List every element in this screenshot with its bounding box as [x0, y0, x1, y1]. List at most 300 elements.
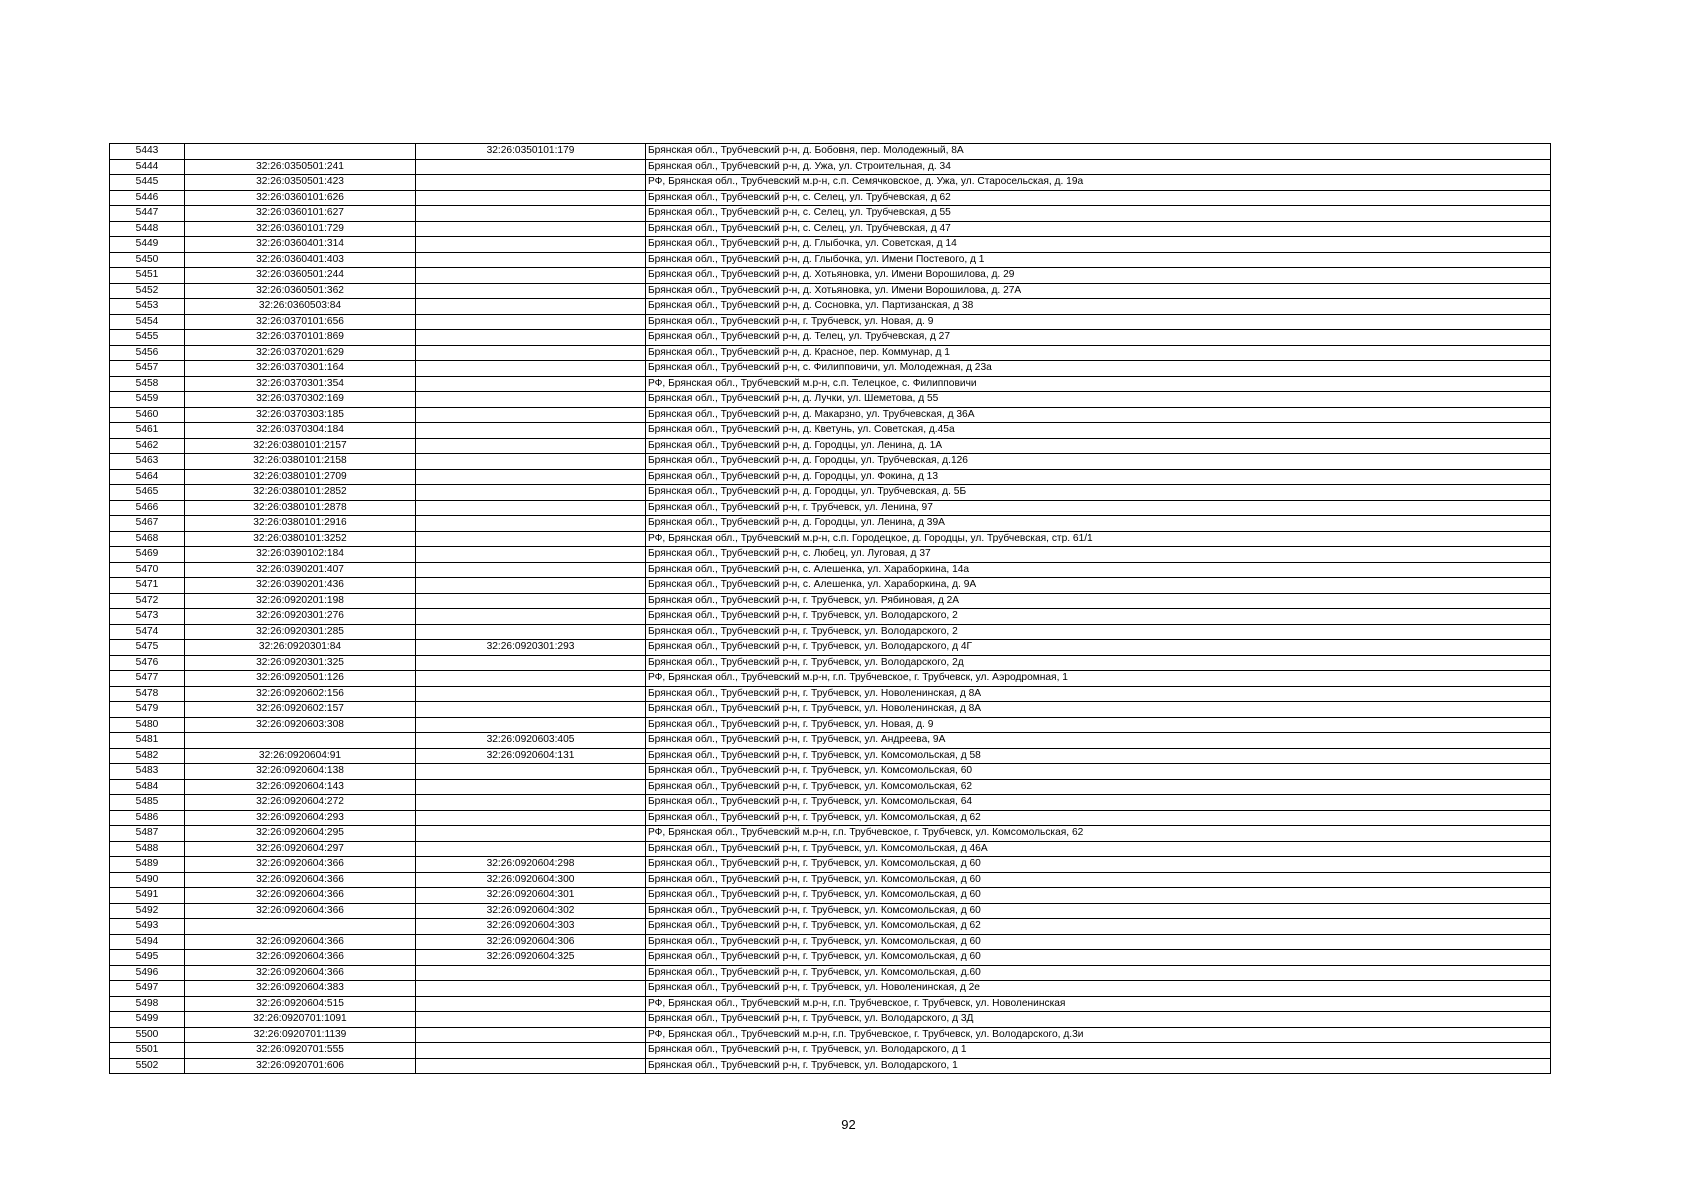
row-number-cell: 5498 — [110, 996, 185, 1012]
row-number-cell: 5488 — [110, 841, 185, 857]
table-row — [110, 1012, 1551, 1028]
related-cadastral-number-cell: 32:26:0920604:131 — [416, 748, 646, 764]
address-cell: РФ, Брянская обл., Трубчевский м.р-н, г.п. Трубчевское, г. Трубчевск, ул. Комсомольская, 62 — [646, 826, 1551, 842]
related-cadastral-number-cell: 32:26:0350101:179 — [416, 144, 646, 160]
address-cell: Брянская обл., Трубчевский р-н, г. Трубчевск, ул. Володарского, д 3Д — [646, 1012, 1551, 1028]
cadastral-number-cell: 32:26:0920701:606 — [185, 1058, 416, 1074]
row-number-cell: 5489 — [110, 857, 185, 873]
related-cadastral-number-cell — [416, 159, 646, 175]
cadastral-number-cell: 32:26:0920604:515 — [185, 996, 416, 1012]
row-number-cell: 5496 — [110, 965, 185, 981]
address-cell: Брянская обл., Трубчевский р-н, д. Хотьяновка, ул. Имени Ворошилова, д. 27А — [646, 283, 1551, 299]
row-number-cell: 5452 — [110, 283, 185, 299]
related-cadastral-number-cell — [416, 624, 646, 640]
table-row — [110, 950, 1551, 966]
cadastral-number-cell: 32:26:0920701:555 — [185, 1043, 416, 1059]
row-number-cell: 5502 — [110, 1058, 185, 1074]
table-row — [110, 562, 1551, 578]
address-cell: Брянская обл., Трубчевский р-н, г. Трубчевск, ул. Комсомольская, д 46А — [646, 841, 1551, 857]
related-cadastral-number-cell — [416, 407, 646, 423]
address-cell: Брянская обл., Трубчевский р-н, с. Алешенка, ул. Хараборкина, д. 9А — [646, 578, 1551, 594]
table-row — [110, 531, 1551, 547]
row-number-cell: 5472 — [110, 593, 185, 609]
related-cadastral-number-cell — [416, 392, 646, 408]
address-cell: Брянская обл., Трубчевский р-н, д. Кветунь, ул. Советская, д.45а — [646, 423, 1551, 439]
row-number-cell: 5481 — [110, 733, 185, 749]
table-row — [110, 857, 1551, 873]
cadastral-number-cell: 32:26:0920604:91 — [185, 748, 416, 764]
related-cadastral-number-cell: 32:26:0920604:303 — [416, 919, 646, 935]
row-number-cell: 5451 — [110, 268, 185, 284]
related-cadastral-number-cell — [416, 578, 646, 594]
table-row — [110, 764, 1551, 780]
table-row — [110, 593, 1551, 609]
table-row — [110, 965, 1551, 981]
related-cadastral-number-cell — [416, 965, 646, 981]
related-cadastral-number-cell — [416, 283, 646, 299]
row-number-cell: 5475 — [110, 640, 185, 656]
related-cadastral-number-cell: 32:26:0920301:293 — [416, 640, 646, 656]
address-cell: Брянская обл., Трубчевский р-н, д. Бобовня, пер. Молодежный, 8А — [646, 144, 1551, 160]
related-cadastral-number-cell — [416, 717, 646, 733]
table-row — [110, 500, 1551, 516]
address-cell: Брянская обл., Трубчевский р-н, с. Алешенка, ул. Хараборкина, 14а — [646, 562, 1551, 578]
row-number-cell: 5457 — [110, 361, 185, 377]
related-cadastral-number-cell: 32:26:0920604:298 — [416, 857, 646, 873]
row-number-cell: 5468 — [110, 531, 185, 547]
address-cell: Брянская обл., Трубчевский р-н, д. Глыбочка, ул. Советская, д 14 — [646, 237, 1551, 253]
cadastral-number-cell: 32:26:0920604:366 — [185, 903, 416, 919]
address-cell: Брянская обл., Трубчевский р-н, г. Трубчевск, ул. Новоленинская, д 2е — [646, 981, 1551, 997]
related-cadastral-number-cell — [416, 516, 646, 532]
cadastral-number-cell: 32:26:0370101:656 — [185, 314, 416, 330]
address-cell: Брянская обл., Трубчевский р-н, г. Трубчевск, ул. Новая, д. 9 — [646, 314, 1551, 330]
cadastral-number-cell: 32:26:0380101:2916 — [185, 516, 416, 532]
row-number-cell: 5445 — [110, 175, 185, 191]
table-row — [110, 144, 1551, 160]
address-cell: Брянская обл., Трубчевский р-н, д. Городцы, ул. Трубчевская, д. 5Б — [646, 485, 1551, 501]
cadastral-number-cell: 32:26:0390201:436 — [185, 578, 416, 594]
address-cell: Брянская обл., Трубчевский р-н, г. Трубчевск, ул. Володарского, 2 — [646, 624, 1551, 640]
related-cadastral-number-cell: 32:26:0920603:405 — [416, 733, 646, 749]
address-cell: Брянская обл., Трубчевский р-н, г. Трубчевск, ул. Комсомольская, д 60 — [646, 857, 1551, 873]
address-cell: РФ, Брянская обл., Трубчевский м.р-н, с.п. Телецкое, с. Филипповичи — [646, 376, 1551, 392]
table-row — [110, 841, 1551, 857]
cadastral-number-cell: 32:26:0920604:366 — [185, 934, 416, 950]
cadastral-number-cell: 32:26:0390102:184 — [185, 547, 416, 563]
table-row — [110, 190, 1551, 206]
cadastral-number-cell — [185, 733, 416, 749]
cadastral-number-cell: 32:26:0380101:2852 — [185, 485, 416, 501]
address-cell: Брянская обл., Трубчевский р-н, г. Трубчевск, ул. Комсомольская, 64 — [646, 795, 1551, 811]
address-cell: Брянская обл., Трубчевский р-н, д. Ужа, ул. Строительная, д. 34 — [646, 159, 1551, 175]
row-number-cell: 5466 — [110, 500, 185, 516]
row-number-cell: 5461 — [110, 423, 185, 439]
related-cadastral-number-cell — [416, 1043, 646, 1059]
row-number-cell: 5483 — [110, 764, 185, 780]
cadastral-number-cell: 32:26:0920701:1091 — [185, 1012, 416, 1028]
table-row — [110, 609, 1551, 625]
table-row — [110, 314, 1551, 330]
cadastral-number-cell: 32:26:0920301:285 — [185, 624, 416, 640]
cadastral-number-cell: 32:26:0370303:185 — [185, 407, 416, 423]
table-row — [110, 826, 1551, 842]
table-row — [110, 330, 1551, 346]
row-number-cell: 5480 — [110, 717, 185, 733]
address-cell: Брянская обл., Трубчевский р-н, г. Трубчевск, ул. Рябиновая, д 2А — [646, 593, 1551, 609]
table-row — [110, 810, 1551, 826]
table-row — [110, 795, 1551, 811]
related-cadastral-number-cell: 32:26:0920604:325 — [416, 950, 646, 966]
address-cell: Брянская обл., Трубчевский р-н, д. Городцы, ул. Фокина, д 13 — [646, 469, 1551, 485]
row-number-cell: 5454 — [110, 314, 185, 330]
cadastral-number-cell: 32:26:0390201:407 — [185, 562, 416, 578]
related-cadastral-number-cell — [416, 345, 646, 361]
table-row — [110, 624, 1551, 640]
cadastral-number-cell: 32:26:0920604:366 — [185, 888, 416, 904]
row-number-cell: 5497 — [110, 981, 185, 997]
related-cadastral-number-cell — [416, 376, 646, 392]
row-number-cell: 5448 — [110, 221, 185, 237]
table-row — [110, 438, 1551, 454]
cadastral-number-cell: 32:26:0920604:138 — [185, 764, 416, 780]
related-cadastral-number-cell — [416, 996, 646, 1012]
address-cell: Брянская обл., Трубчевский р-н, г. Трубчевск, ул. Комсомольская, д 60 — [646, 888, 1551, 904]
address-cell: Брянская обл., Трубчевский р-н, г. Трубчевск, ул. Комсомольская, д 62 — [646, 810, 1551, 826]
address-cell: Брянская обл., Трубчевский р-н, д. Сосновка, ул. Партизанская, д 38 — [646, 299, 1551, 315]
row-number-cell: 5476 — [110, 655, 185, 671]
table-row — [110, 361, 1551, 377]
cadastral-number-cell: 32:26:0920301:276 — [185, 609, 416, 625]
row-number-cell: 5449 — [110, 237, 185, 253]
address-cell: Брянская обл., Трубчевский р-н, г. Трубчевск, ул. Комсомольская, 62 — [646, 779, 1551, 795]
related-cadastral-number-cell — [416, 361, 646, 377]
address-cell: Брянская обл., Трубчевский р-н, г. Трубчевск, ул. Володарского, 2д — [646, 655, 1551, 671]
address-cell: РФ, Брянская обл., Трубчевский м.р-н, г.п. Трубчевское, г. Трубчевск, ул. Володарского, д.3и — [646, 1027, 1551, 1043]
related-cadastral-number-cell — [416, 237, 646, 253]
related-cadastral-number-cell — [416, 469, 646, 485]
row-number-cell: 5487 — [110, 826, 185, 842]
address-cell: Брянская обл., Трубчевский р-н, г. Трубчевск, ул. Комсомольская, д 62 — [646, 919, 1551, 935]
related-cadastral-number-cell — [416, 826, 646, 842]
cadastral-number-cell: 32:26:0360101:626 — [185, 190, 416, 206]
related-cadastral-number-cell — [416, 562, 646, 578]
cadastral-number-cell — [185, 919, 416, 935]
row-number-cell: 5478 — [110, 686, 185, 702]
address-cell: Брянская обл., Трубчевский р-н, г. Трубчевск, ул. Володарского, д 1 — [646, 1043, 1551, 1059]
row-number-cell: 5501 — [110, 1043, 185, 1059]
table-row — [110, 516, 1551, 532]
cadastral-number-cell: 32:26:0360101:627 — [185, 206, 416, 222]
address-cell: Брянская обл., Трубчевский р-н, д. Глыбочка, ул. Имени Постевого, д 1 — [646, 252, 1551, 268]
row-number-cell: 5473 — [110, 609, 185, 625]
address-cell: РФ, Брянская обл., Трубчевский м.р-н, с.п. Городецкое, д. Городцы, ул. Трубчевская, стр. 61/1 — [646, 531, 1551, 547]
cadastral-number-cell: 32:26:0920301:84 — [185, 640, 416, 656]
address-cell: Брянская обл., Трубчевский р-н, с. Филипповичи, ул. Молодежная, д 23а — [646, 361, 1551, 377]
address-cell: Брянская обл., Трубчевский р-н, г. Трубчевск, ул. Ленина, 97 — [646, 500, 1551, 516]
related-cadastral-number-cell: 32:26:0920604:302 — [416, 903, 646, 919]
cadastral-number-cell: 32:26:0370304:184 — [185, 423, 416, 439]
row-number-cell: 5477 — [110, 671, 185, 687]
cadastral-number-cell: 32:26:0360401:403 — [185, 252, 416, 268]
row-number-cell: 5485 — [110, 795, 185, 811]
cadastral-number-cell: 32:26:0920604:366 — [185, 872, 416, 888]
address-cell: Брянская обл., Трубчевский р-н, д. Макарзно, ул. Трубчевская, д 36А — [646, 407, 1551, 423]
row-number-cell: 5459 — [110, 392, 185, 408]
address-cell: Брянская обл., Трубчевский р-н, г. Трубчевск, ул. Андреева, 9А — [646, 733, 1551, 749]
row-number-cell: 5494 — [110, 934, 185, 950]
row-number-cell: 5490 — [110, 872, 185, 888]
row-number-cell: 5482 — [110, 748, 185, 764]
table-row — [110, 485, 1551, 501]
cadastral-number-cell: 32:26:0360401:314 — [185, 237, 416, 253]
row-number-cell: 5456 — [110, 345, 185, 361]
related-cadastral-number-cell — [416, 1027, 646, 1043]
row-number-cell: 5463 — [110, 454, 185, 470]
cadastral-number-cell: 32:26:0920604:143 — [185, 779, 416, 795]
cadastral-number-cell: 32:26:0360501:362 — [185, 283, 416, 299]
related-cadastral-number-cell — [416, 330, 646, 346]
cadastral-number-cell — [185, 144, 416, 160]
table-row — [110, 655, 1551, 671]
address-cell: Брянская обл., Трубчевский р-н, г. Трубчевск, ул. Новоленинская, д 8А — [646, 686, 1551, 702]
cadastral-number-cell: 32:26:0920604:366 — [185, 965, 416, 981]
row-number-cell: 5446 — [110, 190, 185, 206]
related-cadastral-number-cell — [416, 841, 646, 857]
table-row — [110, 159, 1551, 175]
cadastral-number-cell: 32:26:0920604:366 — [185, 857, 416, 873]
row-number-cell: 5458 — [110, 376, 185, 392]
table-row — [110, 1027, 1551, 1043]
table-row — [110, 454, 1551, 470]
table-row — [110, 671, 1551, 687]
related-cadastral-number-cell — [416, 268, 646, 284]
row-number-cell: 5479 — [110, 702, 185, 718]
related-cadastral-number-cell — [416, 175, 646, 191]
row-number-cell: 5455 — [110, 330, 185, 346]
related-cadastral-number-cell — [416, 655, 646, 671]
row-number-cell: 5453 — [110, 299, 185, 315]
cadastral-number-cell: 32:26:0920603:308 — [185, 717, 416, 733]
table-row — [110, 423, 1551, 439]
cadastral-number-cell: 32:26:0920501:126 — [185, 671, 416, 687]
related-cadastral-number-cell — [416, 1058, 646, 1074]
address-cell: Брянская обл., Трубчевский р-н, г. Трубчевск, ул. Новоленинская, д 8А — [646, 702, 1551, 718]
address-cell: Брянская обл., Трубчевский р-н, г. Трубчевск, ул. Комсомольская, д 60 — [646, 950, 1551, 966]
cadastral-number-cell: 32:26:0920201:198 — [185, 593, 416, 609]
row-number-cell: 5464 — [110, 469, 185, 485]
row-number-cell: 5450 — [110, 252, 185, 268]
cadastral-number-cell: 32:26:0920602:157 — [185, 702, 416, 718]
address-cell: Брянская обл., Трубчевский р-н, д. Городцы, ул. Ленина, д 39А — [646, 516, 1551, 532]
table-row — [110, 640, 1551, 656]
address-cell: Брянская обл., Трубчевский р-н, г. Трубчевск, ул. Володарского, 2 — [646, 609, 1551, 625]
page-number: 92 — [841, 1117, 856, 1132]
cadastral-number-cell: 32:26:0920301:325 — [185, 655, 416, 671]
related-cadastral-number-cell — [416, 686, 646, 702]
address-cell: Брянская обл., Трубчевский р-н, с. Селец, ул. Трубчевская, д 55 — [646, 206, 1551, 222]
address-cell: Брянская обл., Трубчевский р-н, г. Трубчевск, ул. Комсомольская, д 60 — [646, 872, 1551, 888]
table-row — [110, 1058, 1551, 1074]
table-row — [110, 686, 1551, 702]
table-row — [110, 702, 1551, 718]
address-cell: РФ, Брянская обл., Трубчевский м.р-н, г.п. Трубчевское, г. Трубчевск, ул. Аэродромная, 1 — [646, 671, 1551, 687]
related-cadastral-number-cell — [416, 500, 646, 516]
related-cadastral-number-cell — [416, 795, 646, 811]
registry-table — [109, 143, 1551, 1074]
related-cadastral-number-cell — [416, 206, 646, 222]
cadastral-number-cell: 32:26:0360501:244 — [185, 268, 416, 284]
table-row — [110, 206, 1551, 222]
address-cell: РФ, Брянская обл., Трубчевский м.р-н, с.п. Семячковское, д. Ужа, ул. Старосельская, д. 19а — [646, 175, 1551, 191]
row-number-cell: 5492 — [110, 903, 185, 919]
related-cadastral-number-cell — [416, 671, 646, 687]
address-cell: Брянская обл., Трубчевский р-н, г. Трубчевск, ул. Комсомольская, 60 — [646, 764, 1551, 780]
related-cadastral-number-cell — [416, 299, 646, 315]
row-number-cell: 5484 — [110, 779, 185, 795]
row-number-cell: 5486 — [110, 810, 185, 826]
table-row — [110, 299, 1551, 315]
table-row — [110, 934, 1551, 950]
related-cadastral-number-cell: 32:26:0920604:300 — [416, 872, 646, 888]
cadastral-number-cell: 32:26:0920604:272 — [185, 795, 416, 811]
table-row — [110, 407, 1551, 423]
address-cell: Брянская обл., Трубчевский р-н, д. Красное, пер. Коммунар, д 1 — [646, 345, 1551, 361]
row-number-cell: 5465 — [110, 485, 185, 501]
related-cadastral-number-cell — [416, 221, 646, 237]
cadastral-number-cell: 32:26:0920604:295 — [185, 826, 416, 842]
row-number-cell: 5474 — [110, 624, 185, 640]
row-number-cell: 5499 — [110, 1012, 185, 1028]
table-row — [110, 252, 1551, 268]
cadastral-number-cell: 32:26:0350501:423 — [185, 175, 416, 191]
table-row — [110, 981, 1551, 997]
address-cell: Брянская обл., Трубчевский р-н, г. Трубчевск, ул. Володарского, д 4Г — [646, 640, 1551, 656]
table-row — [110, 888, 1551, 904]
cadastral-number-cell: 32:26:0380101:2158 — [185, 454, 416, 470]
cadastral-number-cell: 32:26:0920604:297 — [185, 841, 416, 857]
related-cadastral-number-cell — [416, 454, 646, 470]
related-cadastral-number-cell — [416, 190, 646, 206]
row-number-cell: 5495 — [110, 950, 185, 966]
registry-table-body — [110, 144, 1551, 1074]
table-row — [110, 919, 1551, 935]
row-number-cell: 5500 — [110, 1027, 185, 1043]
cadastral-number-cell: 32:26:0360101:729 — [185, 221, 416, 237]
table-row — [110, 221, 1551, 237]
address-cell: Брянская обл., Трубчевский р-н, г. Трубчевск, ул. Комсомольская, д 60 — [646, 934, 1551, 950]
table-row — [110, 733, 1551, 749]
related-cadastral-number-cell — [416, 252, 646, 268]
cadastral-number-cell: 32:26:0380101:2157 — [185, 438, 416, 454]
related-cadastral-number-cell — [416, 547, 646, 563]
row-number-cell: 5467 — [110, 516, 185, 532]
cadastral-number-cell: 32:26:0920604:366 — [185, 950, 416, 966]
row-number-cell: 5443 — [110, 144, 185, 160]
cadastral-number-cell: 32:26:0920602:156 — [185, 686, 416, 702]
related-cadastral-number-cell — [416, 593, 646, 609]
cadastral-number-cell: 32:26:0350501:241 — [185, 159, 416, 175]
row-number-cell: 5447 — [110, 206, 185, 222]
table-row — [110, 903, 1551, 919]
table-row — [110, 469, 1551, 485]
table-row — [110, 1043, 1551, 1059]
address-cell: РФ, Брянская обл., Трубчевский м.р-н, г.п. Трубчевское, г. Трубчевск, ул. Новоленинская — [646, 996, 1551, 1012]
related-cadastral-number-cell — [416, 764, 646, 780]
address-cell: Брянская обл., Трубчевский р-н, д. Городцы, ул. Трубчевская, д.126 — [646, 454, 1551, 470]
table-row — [110, 345, 1551, 361]
related-cadastral-number-cell — [416, 779, 646, 795]
address-cell: Брянская обл., Трубчевский р-н, с. Селец, ул. Трубчевская, д 62 — [646, 190, 1551, 206]
row-number-cell: 5460 — [110, 407, 185, 423]
cadastral-number-cell: 32:26:0380101:3252 — [185, 531, 416, 547]
table-row — [110, 717, 1551, 733]
row-number-cell: 5471 — [110, 578, 185, 594]
table-row — [110, 996, 1551, 1012]
address-cell: Брянская обл., Трубчевский р-н, г. Трубчевск, ул. Комсомольская, д 58 — [646, 748, 1551, 764]
row-number-cell: 5470 — [110, 562, 185, 578]
cadastral-number-cell: 32:26:0920701:1139 — [185, 1027, 416, 1043]
table-row — [110, 392, 1551, 408]
address-cell: Брянская обл., Трубчевский р-н, г. Трубчевск, ул. Володарского, 1 — [646, 1058, 1551, 1074]
row-number-cell: 5444 — [110, 159, 185, 175]
related-cadastral-number-cell — [416, 810, 646, 826]
address-cell: Брянская обл., Трубчевский р-н, г. Трубчевск, ул. Комсомольская, д 60 — [646, 903, 1551, 919]
table-row — [110, 547, 1551, 563]
address-cell: Брянская обл., Трубчевский р-н, д. Хотьяновка, ул. Имени Ворошилова, д. 29 — [646, 268, 1551, 284]
table-row — [110, 268, 1551, 284]
address-cell: Брянская обл., Трубчевский р-н, г. Трубчевск, ул. Новая, д. 9 — [646, 717, 1551, 733]
cadastral-number-cell: 32:26:0370301:354 — [185, 376, 416, 392]
related-cadastral-number-cell — [416, 314, 646, 330]
row-number-cell: 5493 — [110, 919, 185, 935]
table-row — [110, 779, 1551, 795]
related-cadastral-number-cell — [416, 485, 646, 501]
address-cell: Брянская обл., Трубчевский р-н, с. Селец, ул. Трубчевская, д 47 — [646, 221, 1551, 237]
table-row — [110, 578, 1551, 594]
related-cadastral-number-cell — [416, 531, 646, 547]
related-cadastral-number-cell — [416, 423, 646, 439]
address-cell: Брянская обл., Трубчевский р-н, д. Городцы, ул. Ленина, д. 1А — [646, 438, 1551, 454]
related-cadastral-number-cell — [416, 609, 646, 625]
related-cadastral-number-cell — [416, 1012, 646, 1028]
cadastral-number-cell: 32:26:0380101:2709 — [185, 469, 416, 485]
cadastral-number-cell: 32:26:0370301:164 — [185, 361, 416, 377]
related-cadastral-number-cell — [416, 438, 646, 454]
cadastral-number-cell: 32:26:0370101:869 — [185, 330, 416, 346]
cadastral-number-cell: 32:26:0370302:169 — [185, 392, 416, 408]
cadastral-number-cell: 32:26:0380101:2878 — [185, 500, 416, 516]
address-cell: Брянская обл., Трубчевский р-н, д. Телец, ул. Трубчевская, д 27 — [646, 330, 1551, 346]
row-number-cell: 5469 — [110, 547, 185, 563]
related-cadastral-number-cell — [416, 981, 646, 997]
address-cell: Брянская обл., Трубчевский р-н, г. Трубчевск, ул. Комсомольская, д.60 — [646, 965, 1551, 981]
row-number-cell: 5462 — [110, 438, 185, 454]
row-number-cell: 5491 — [110, 888, 185, 904]
table-row — [110, 175, 1551, 191]
table-row — [110, 748, 1551, 764]
related-cadastral-number-cell: 32:26:0920604:306 — [416, 934, 646, 950]
cadastral-number-cell: 32:26:0360503:84 — [185, 299, 416, 315]
related-cadastral-number-cell — [416, 702, 646, 718]
related-cadastral-number-cell: 32:26:0920604:301 — [416, 888, 646, 904]
address-cell: Брянская обл., Трубчевский р-н, с. Любец, ул. Луговая, д 37 — [646, 547, 1551, 563]
table-row — [110, 376, 1551, 392]
cadastral-number-cell: 32:26:0920604:293 — [185, 810, 416, 826]
table-row — [110, 283, 1551, 299]
cadastral-number-cell: 32:26:0370201:629 — [185, 345, 416, 361]
cadastral-number-cell: 32:26:0920604:383 — [185, 981, 416, 997]
